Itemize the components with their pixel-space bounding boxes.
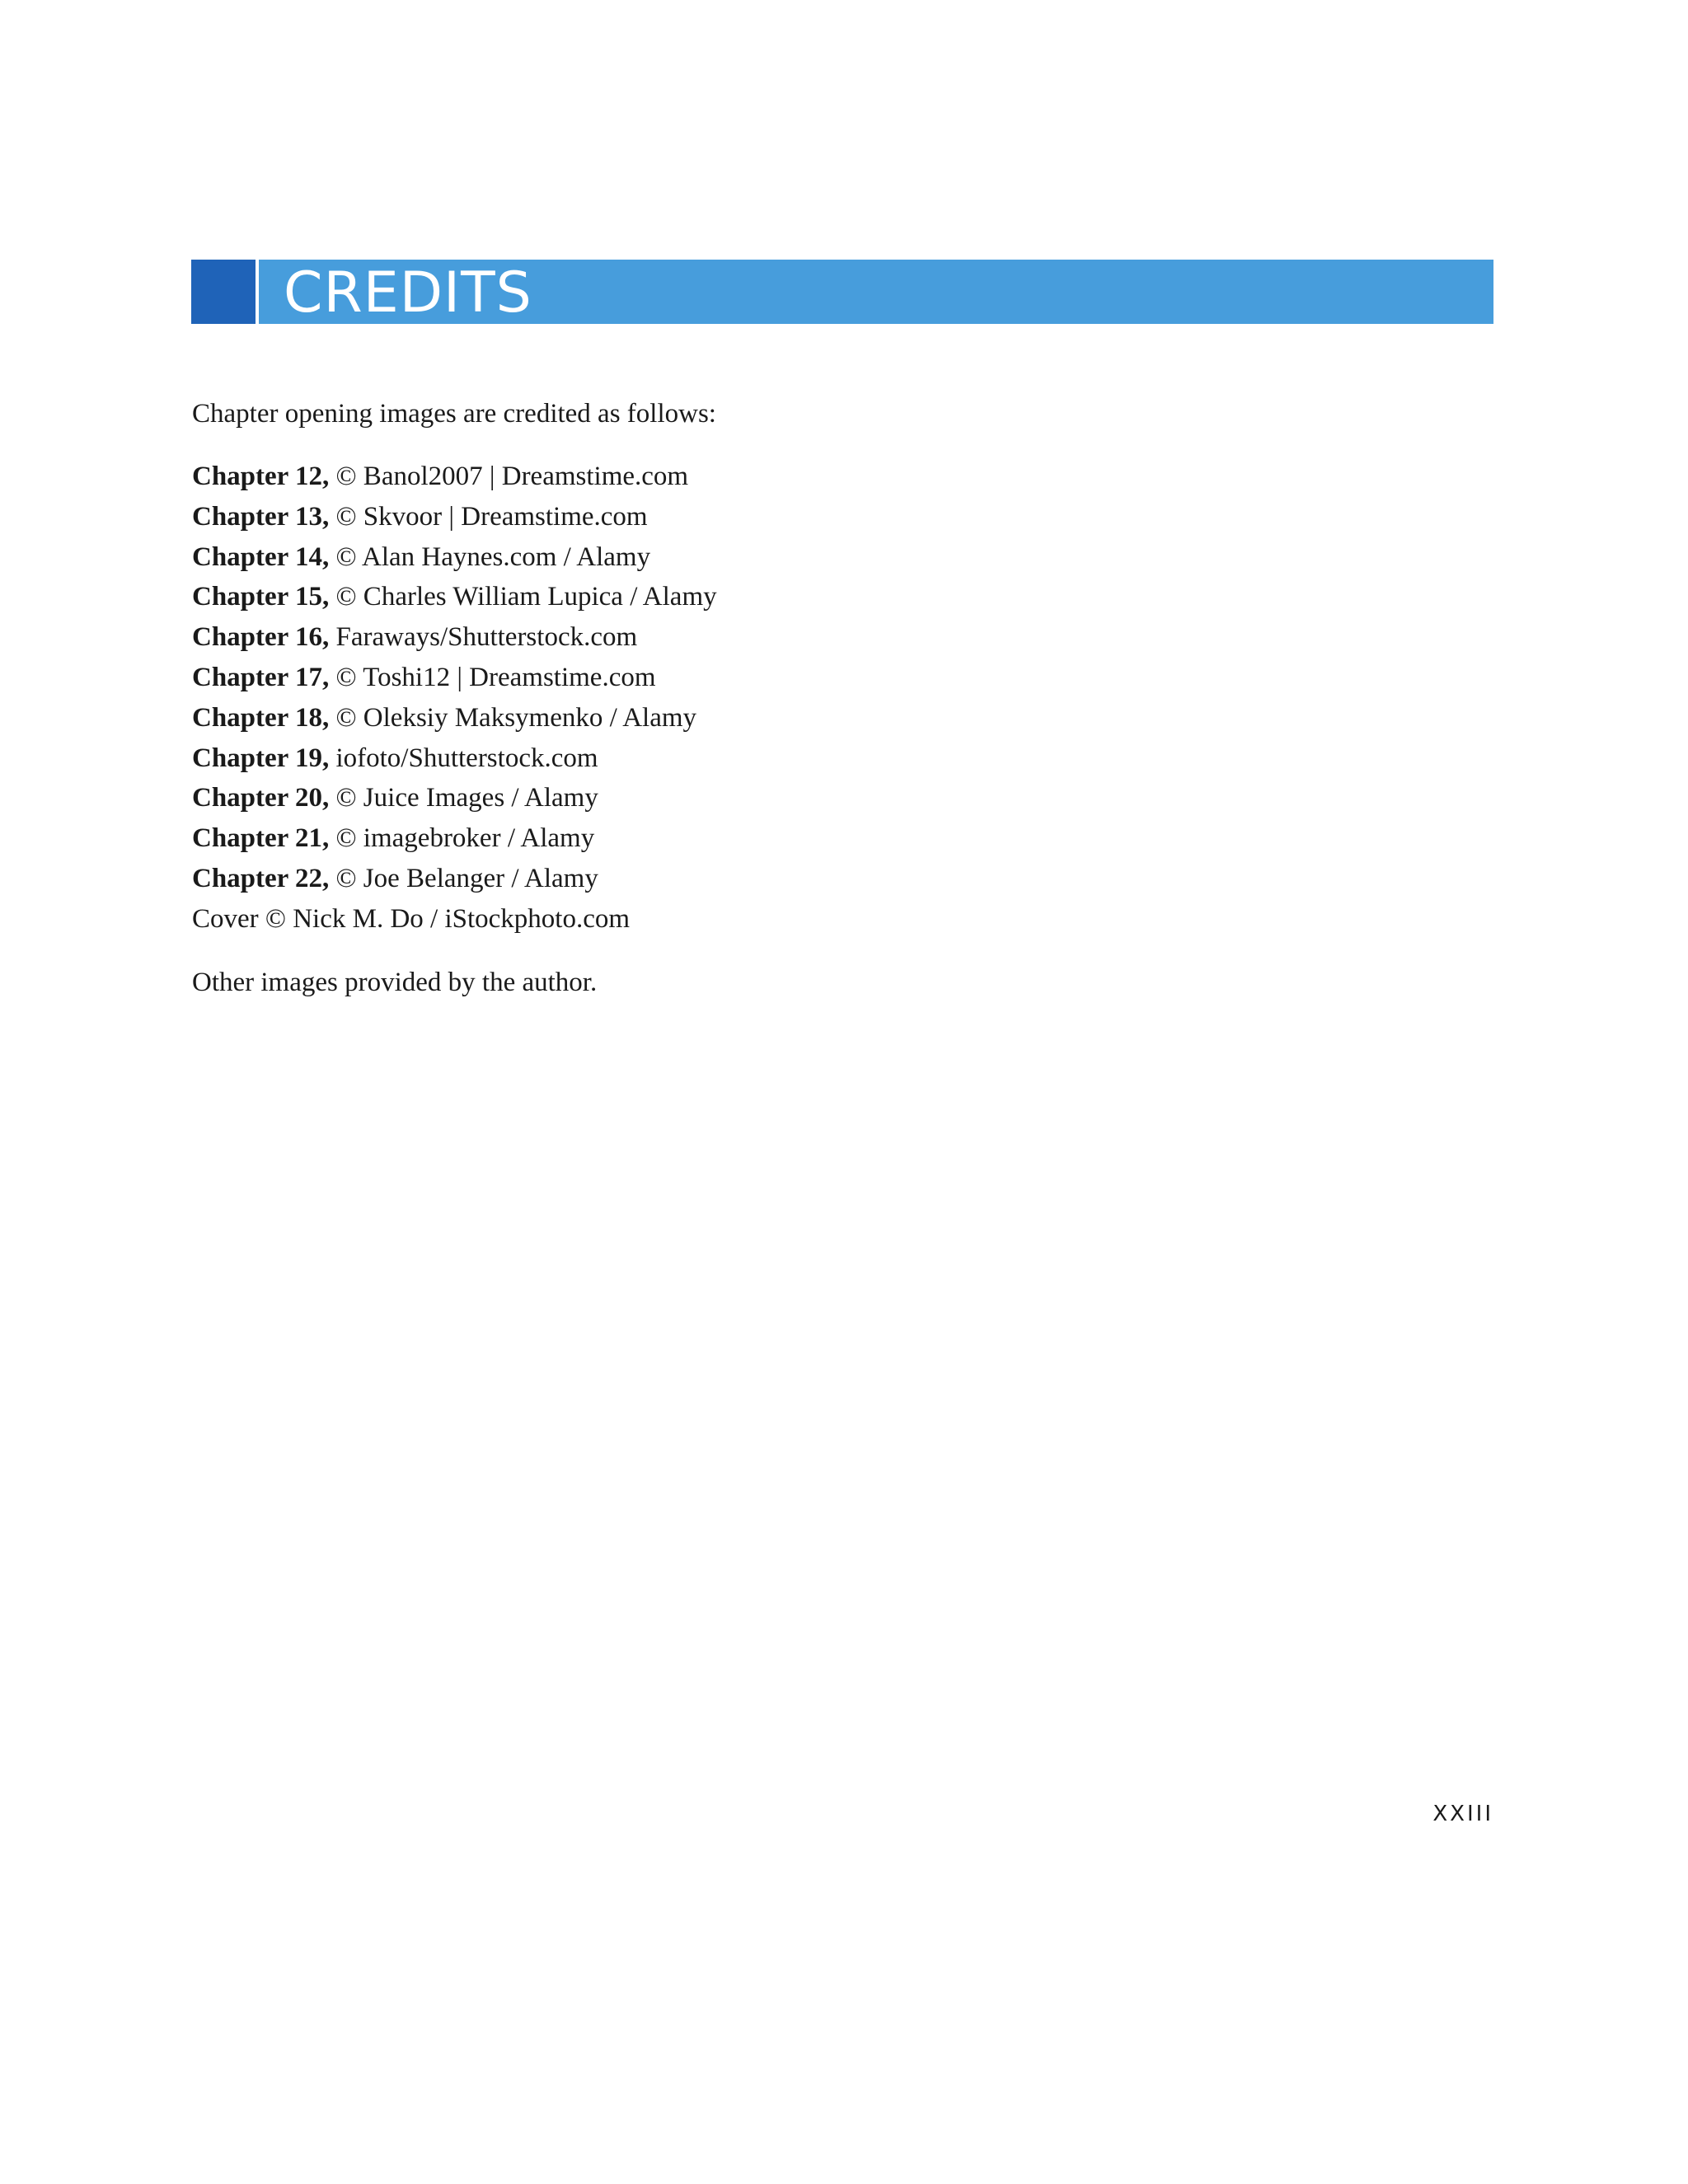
credit-source: © Skvoor | Dreamstime.com [335, 501, 648, 532]
credit-chapter: Chapter 21, [192, 823, 330, 854]
credit-source: © Oleksiy Maksymenko / Alamy [335, 702, 697, 733]
credit-chapter: Chapter 22, [192, 863, 330, 893]
credits-content [192, 394, 1478, 1002]
credit-item [192, 859, 1478, 899]
credit-item [192, 738, 1478, 779]
outro-text: Other images provided by the author. [192, 967, 598, 997]
credit-list [192, 457, 1478, 940]
credit-chapter: Chapter 19, [192, 743, 330, 773]
cover-credit: Cover © Nick M. Do / iStockphoto.com [192, 903, 631, 934]
credit-source: iofoto/Shutterstock.com [335, 743, 598, 773]
credit-item [192, 658, 1478, 698]
credit-item [192, 457, 1478, 497]
credit-chapter: Chapter 12, [192, 462, 330, 491]
credit-source: © Charles William Lupica / Alamy [335, 582, 717, 612]
credit-item [192, 818, 1478, 859]
credit-item [192, 497, 1478, 537]
credit-chapter: Chapter 15, [192, 582, 330, 612]
credit-source: © Banol2007 | Dreamstime.com [335, 462, 689, 491]
credit-chapter: Chapter 13, [192, 501, 330, 532]
credit-item [192, 617, 1478, 658]
credit-chapter: Chapter 17, [192, 662, 330, 692]
credit-chapter: Chapter 14, [192, 541, 330, 572]
credit-source: © Juice Images / Alamy [335, 783, 598, 813]
credit-chapter: Chapter 20, [192, 783, 330, 813]
credit-item [192, 778, 1478, 818]
page-number: XXIII [1432, 1802, 1493, 1826]
credit-chapter: Chapter 16, [192, 622, 330, 653]
credit-source: © Joe Belanger / Alamy [335, 863, 598, 893]
intro-text: Chapter opening images are credited as follows: [192, 399, 716, 429]
header-accent-block [191, 260, 259, 324]
credit-item [192, 537, 1478, 578]
credit-source: © Alan Haynes.com / Alamy [335, 541, 651, 572]
credit-source: © Toshi12 | Dreamstime.com [335, 662, 656, 692]
credit-item [192, 698, 1478, 738]
credit-source: Faraways/Shutterstock.com [335, 622, 638, 653]
credit-source: © imagebroker / Alamy [335, 823, 595, 854]
page-title: CREDITS [284, 260, 532, 326]
credit-chapter: Chapter 18, [192, 702, 330, 733]
credit-item [192, 577, 1478, 617]
section-header-bar [191, 260, 1493, 324]
